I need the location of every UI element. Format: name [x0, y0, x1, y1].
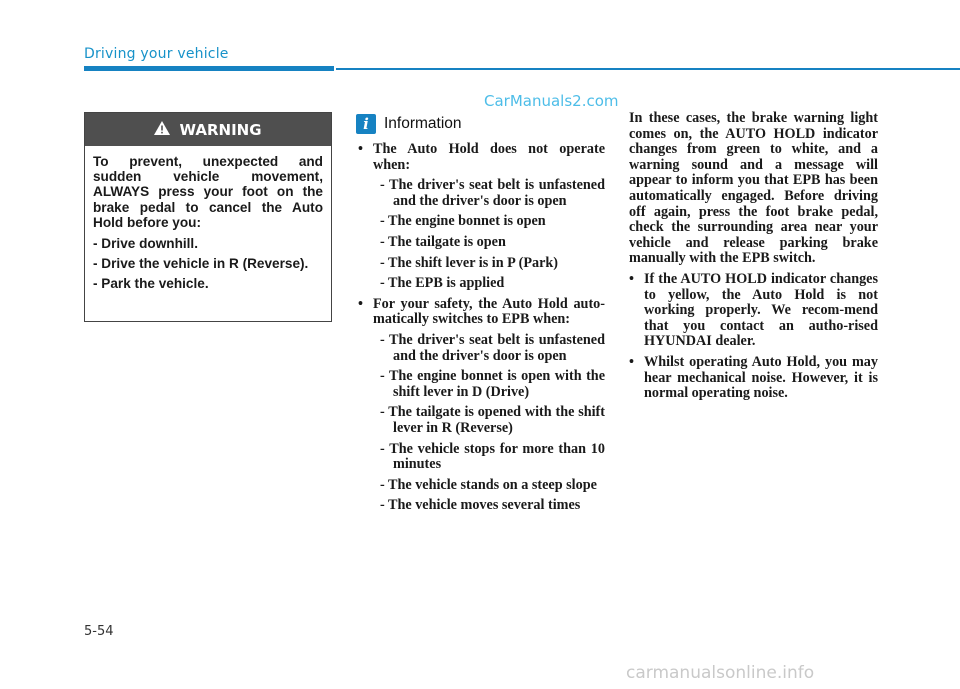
- info-icon: i: [356, 114, 376, 134]
- section-title: Driving your vehicle: [84, 46, 229, 62]
- information-column-middle: [358, 142, 605, 519]
- warning-intro: To prevent, unexpected and sudden vehicle movement, ALWAYS press your foot on the brake pedal to cancel the Auto Hold before you:: [93, 154, 323, 230]
- information-heading: [356, 114, 462, 134]
- bullet-item: • Whilst operating Auto Hold, you may hear mechanical noise. However, it is normal operating noise.: [629, 355, 878, 402]
- information-title: Information: [384, 115, 462, 132]
- sub-item: - The tailgate is opened with the shift lever in R (Reverse): [380, 404, 605, 436]
- warning-item: - Drive the vehicle in R (Reverse).: [93, 256, 309, 272]
- bullet-item: • The Auto Hold does not operate when:: [358, 142, 605, 173]
- watermark-bottom: carmanualsonline.info: [626, 663, 815, 683]
- sub-item: - The vehicle stands on a steep slope: [380, 476, 597, 493]
- sub-item: - The shift lever is in P (Park): [380, 254, 558, 271]
- warning-item: - Park the vehicle.: [93, 276, 209, 292]
- header-rule-thin: [336, 68, 960, 70]
- sub-item: - The tailgate is open: [380, 233, 506, 250]
- warning-box: [84, 112, 332, 322]
- bullet-item: • For your safety, the Auto Hold auto-matically switches to EPB when:: [358, 297, 605, 328]
- sub-item: - The driver's seat belt is unfastened and the driver's door is open: [380, 331, 605, 364]
- information-column-right: [629, 111, 878, 407]
- header-rule-thick: [84, 66, 334, 71]
- sub-item: - The engine bonnet is open with the shift lever in D (Drive): [380, 368, 605, 400]
- bullet-item: • If the AUTO HOLD indicator changes to yellow, the Auto Hold is not working properly. We recom-mend that you contact an autho-rised HYUNDAI dealer.: [629, 272, 878, 350]
- warning-triangle-icon: [154, 121, 170, 138]
- watermark-top: CarManuals2.com: [484, 92, 619, 110]
- warning-label: WARNING: [179, 120, 262, 139]
- sub-item: - The EPB is applied: [380, 275, 505, 292]
- warning-header: [85, 113, 331, 146]
- sub-item: - The engine bonnet is open: [380, 213, 546, 230]
- warning-item: - Drive downhill.: [93, 236, 198, 252]
- sub-item: - The driver's seat belt is unfastened and the driver's door is open: [380, 177, 605, 209]
- warning-body: [85, 146, 331, 292]
- page-number: 5-54: [84, 624, 114, 639]
- sub-item: - The vehicle stops for more than 10 minutes: [380, 440, 605, 473]
- sub-item: - The vehicle moves several times: [380, 497, 581, 514]
- continuation-paragraph: In these cases, the brake warning light comes on, the AUTO HOLD indicator changes from green to white, and a warning sound and a message will appear to inform you that EPB has been automatically engaged. Before driving off again, press the foot brake pedal, check the surrounding area near your vehicle and release parking brake manually with the EPB switch.: [629, 110, 878, 267]
